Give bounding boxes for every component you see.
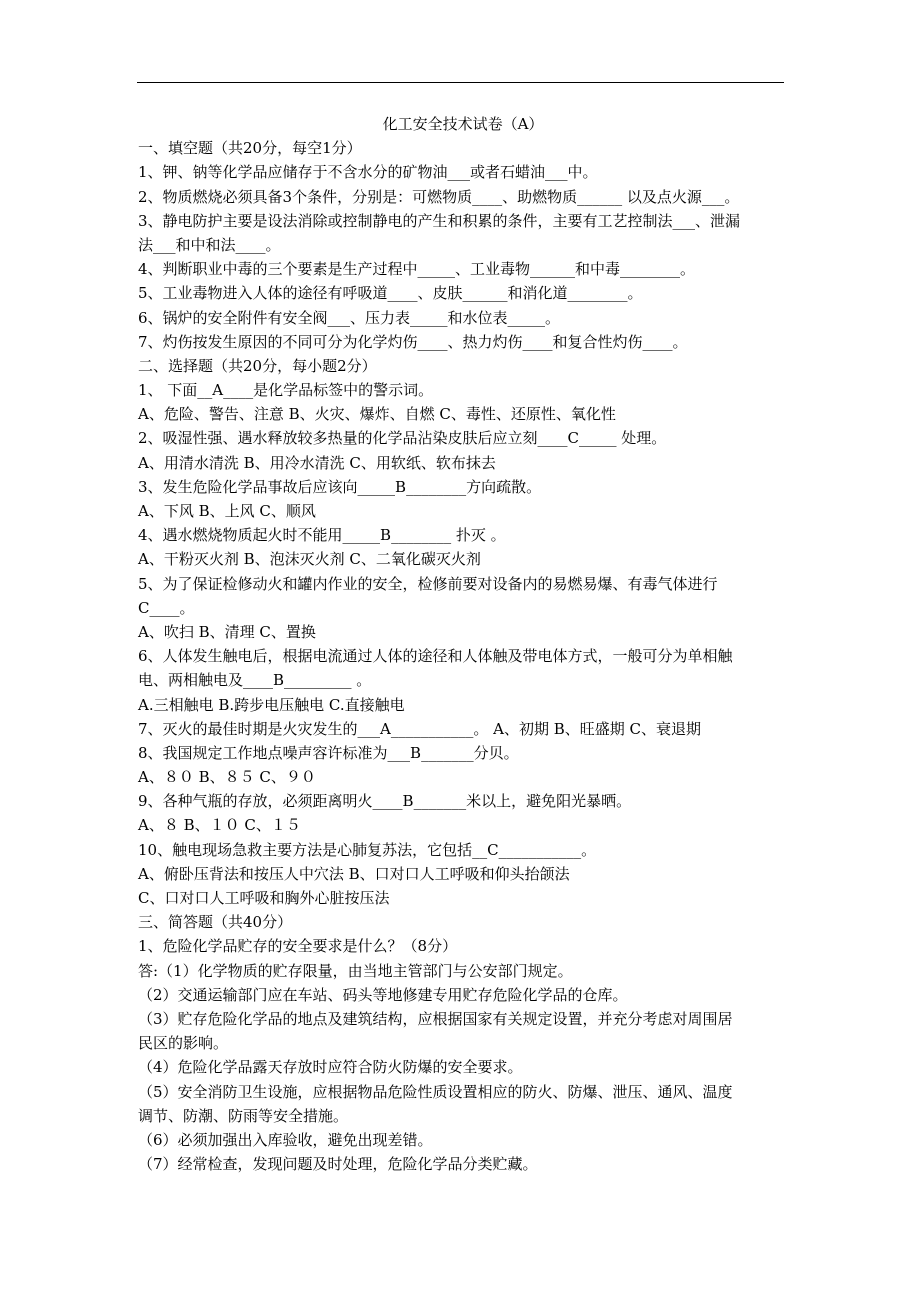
text-line: 3、静电防护主要是设法消除或控制静电的产生和积累的条件，主要有工艺控制法___、泄漏 [138,211,741,230]
text-line: 4、判断职业中毒的三个要素是生产过程中_____、工业毒物______和中毒________。 [138,260,696,279]
text-line: 7、灭火的最佳时期是火灾发生的___A___________。 A、初期 B、旺盛期 C、衰退期 [138,719,702,738]
text-line: A、８０ B、８５ C、９０ [138,768,316,787]
text-line: 民区的影响。 [138,1034,229,1053]
page-title: 化工安全技术试卷（A） [382,115,544,133]
header-rule [137,82,784,83]
text-line: A、用清水清洗 B、用冷水清洗 C、用软纸、软布抹去 [138,453,496,472]
text-line: 调节、防潮、防雨等安全措施。 [138,1106,349,1125]
text-line: 1、危险化学品贮存的安全要求是什么？（8分） [138,937,458,956]
document-body [138,112,788,1176]
text-line: （3）贮存危险化学品的地点及建筑结构，应根据国家有关规定设置，并充分考虑对周围居 [138,1009,733,1028]
text-line: 9、各种气瓶的存放，必须距离明火____B_______米以上，避免阳光暴晒。 [138,792,632,811]
text-line: 1、钾、钠等化学品应储存于不含水分的矿物油___或者石蜡油___中。 [138,163,598,182]
text-line: （4）危险化学品露天存放时应符合防火防爆的安全要求。 [138,1058,523,1077]
text-line: 8、我国规定工作地点噪声容许标准为___B_______分贝。 [138,743,519,762]
text-line: （7）经常检查，发现问题及时处理，危险化学品分类贮藏。 [138,1155,538,1174]
section-heading: 三、简答题（共40分） [138,913,293,932]
text-line: 1、 下面__A____是化学品标签中的警示词。 [138,381,434,400]
text-line: （5）安全消防卫生设施，应根据物品危险性质设置相应的防火、防爆、泄压、通风、温度 [138,1082,733,1101]
text-line: 6、人体发生触电后，根据电流通过人体的途径和人体触及带电体方式，一般可分为单相触 [138,647,733,666]
text-line: 10、触电现场急救主要方法是心肺复苏法，它包括__C___________。 [138,840,597,859]
text-line: A、吹扫 B、清理 C、置换 [138,622,316,641]
text-line: 法___和中和法____。 [138,235,281,254]
section-heading: 二、选择题（共20分，每小题2分） [138,356,377,375]
text-line: A.三相触电 B.跨步电压触电 C.直接触电 [138,695,405,714]
text-line: （6）必须加强出入库验收，避免出现差错。 [138,1130,433,1149]
text-line: C、口对口人工呼吸和胸外心脏按压法 [138,889,390,907]
text-line: 2、吸湿性强、遇水释放较多热量的化学品沾染皮肤后应立刻____C_____ 处理。 [138,429,667,448]
text-line: 5、工业毒物进入人体的途径有呼吸道____、皮肤______和消化道________。 [138,284,643,303]
section-heading: 一、填空题（共20分，每空1分） [138,139,362,158]
text-line: 6、锅炉的安全附件有安全阀___、压力表_____和水位表_____。 [138,308,561,327]
text-line: 答:（1）化学物质的贮存限量，由当地主管部门与公安部门规定。 [138,961,573,980]
text-line: 7、灼伤按发生原因的不同可分为化学灼伤____、热力灼伤____和复合性灼伤____。 [138,332,688,351]
text-line: A、８ B、１０ C、１５ [138,816,301,835]
text-line: A、危险、警告、注意 B、火灾、爆炸、自燃 C、毒性、还原性、氧化性 [138,405,616,424]
text-line: 2、物质燃烧必须具备3个条件，分别是：可燃物质____、助燃物质______ 以及点火源___。 [138,187,740,206]
text-line: C____。 [138,598,195,617]
text-line: A、俯卧压背法和按压人中穴法 B、口对口人工呼吸和仰头抬颌法 [138,864,570,883]
text-line: 4、遇水燃烧物质起火时不能用_____B________ 扑灭 。 [138,526,506,545]
text-line: 5、为了保证检修动火和罐内作业的安全，检修前要对设备内的易燃易爆、有毒气体进行 [138,574,718,593]
text-line: （2）交通运输部门应在车站、码头等地修建专用贮存危险化学品的仓库。 [138,985,628,1004]
text-line: 3、发生危险化学品事故后应该向_____B________方向疏散。 [138,477,542,496]
text-line: A、下风 B、上风 C、顺风 [138,502,316,520]
text-line: A、干粉灭火剂 B、泡沫灭火剂 C、二氧化碳灭火剂 [138,550,481,569]
text-line: 电、两相触电及____B_________ 。 [138,671,372,690]
